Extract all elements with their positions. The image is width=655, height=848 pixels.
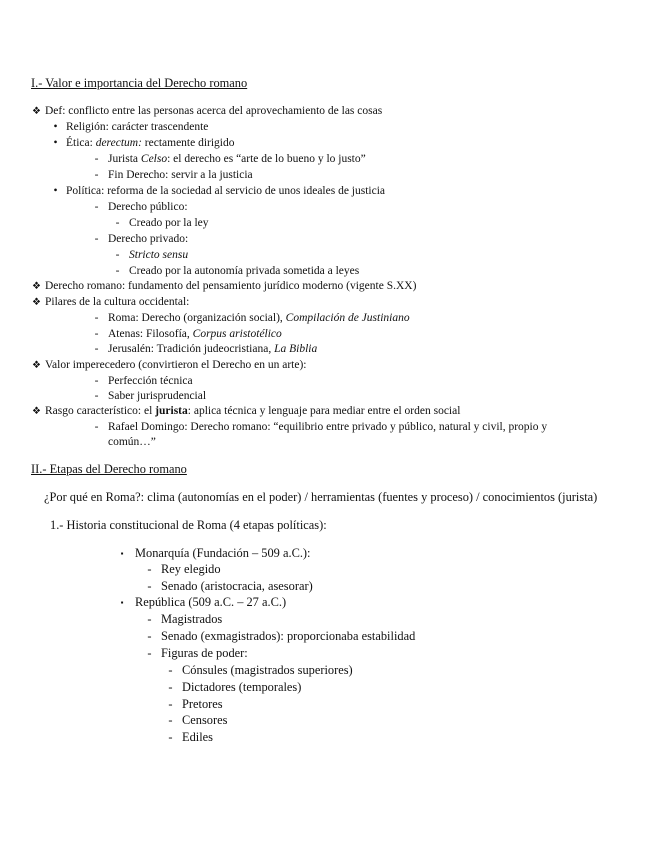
list-item: - Senado (aristocracia, asesorar) [145,579,313,593]
subsection-title: 1.- Historia constitucional de Roma (4 etapas políticas): [50,518,327,532]
dash-bullet-icon: - [147,579,152,593]
list-item: - Perfección técnica [92,374,193,388]
list-item: - Roma: Derecho (organización social), Compilación de Justiniano [92,311,410,325]
dash-bullet-icon: - [94,328,99,340]
diamond-bullet-icon: ❖ [32,360,41,371]
dash-bullet-icon: - [115,217,120,229]
list-item: ▪ Monarquía (Fundación – 509 a.C.): [118,546,311,561]
dash-bullet-icon: - [94,233,99,245]
list-item: ❖ Pilares de la cultura occidental: [32,296,190,308]
list-item: - Magistrados [145,612,222,626]
list-item: - Creado por la ley [113,216,209,230]
list-item: • Ética: derectum: rectamente dirigido [51,136,235,150]
dash-bullet-icon: - [147,612,152,626]
dash-bullet-icon: - [94,421,99,433]
list-item: - Derecho público: [92,200,188,214]
list-item: - Rey elegido [145,562,221,576]
list-item: - Stricto sensu [113,248,188,262]
list-item-continuation: común…” [108,436,156,448]
square-bullet-icon: ▪ [120,549,124,558]
diamond-bullet-icon: ❖ [32,281,41,292]
section-2-title: II.- Etapas del Derecho romano [31,462,187,476]
list-item: - Cónsules (magistrados superiores) [166,663,353,677]
dash-bullet-icon: - [94,343,99,355]
list-item: - Figuras de poder: [145,646,248,660]
list-item: - Jerusalén: Tradición judeocristiana, La Biblia [92,342,317,356]
dash-bullet-icon: - [168,697,173,711]
dash-bullet-icon: - [168,663,173,677]
list-item: ❖ Rasgo característico: el jurista: aplica técnica y lenguaje para mediar entre el orden social [32,405,461,417]
diamond-bullet-icon: ❖ [32,406,41,417]
list-item: - Rafael Domingo: Derecho romano: “equilibrio entre privado y público, natural y civil, propio y [92,420,547,434]
list-item: - Creado por la autonomía privada sometida a leyes [113,264,359,278]
list-item: - Dictadores (temporales) [166,680,301,694]
list-item: - Fin Derecho: servir a la justicia [92,168,253,182]
dash-bullet-icon: - [147,629,152,643]
dash-bullet-icon: - [168,730,173,744]
list-item: - Derecho privado: [92,232,188,246]
dash-bullet-icon: - [168,713,173,727]
dash-bullet-icon: - [94,201,99,213]
dot-bullet-icon: • [53,137,58,149]
list-item: - Ediles [166,730,213,744]
list-item: - Jurista Celso: el derecho es “arte de lo bueno y lo justo” [92,152,366,166]
list-item: ❖ Valor imperecedero (convirtieron el Derecho en un arte): [32,359,307,371]
list-item: - Atenas: Filosofía, Corpus aristotélico [92,327,282,341]
list-item: • Política: reforma de la sociedad al servicio de unos ideales de justicia [51,184,385,198]
list-item: - Saber jurisprudencial [92,389,206,403]
list-item: - Censores [166,713,227,727]
section-1-title: I.- Valor e importancia del Derecho romano [31,76,248,90]
dash-bullet-icon: - [94,169,99,181]
dash-bullet-icon: - [147,646,152,660]
dash-bullet-icon: - [115,249,120,261]
dash-bullet-icon: - [94,153,99,165]
dash-bullet-icon: - [115,265,120,277]
list-item: ▪ República (509 a.C. – 27 a.C.) [118,595,286,610]
diamond-bullet-icon: ❖ [32,106,41,117]
dash-bullet-icon: - [94,390,99,402]
dash-bullet-icon: - [94,312,99,324]
diamond-bullet-icon: ❖ [32,297,41,308]
list-item: ❖ Def: conflicto entre las personas acerca del aprovechamiento de las cosas [32,105,383,117]
dash-bullet-icon: - [147,562,152,576]
list-item: - Pretores [166,697,223,711]
dash-bullet-icon: - [168,680,173,694]
list-item: - Senado (exmagistrados): proporcionaba estabilidad [145,629,415,643]
dash-bullet-icon: - [94,375,99,387]
list-item: • Religión: carácter trascendente [51,120,208,134]
intro-question: ¿Por qué en Roma?: clima (autonomías en el poder) / herramientas (fuentes y proceso) / conocimientos (jurista) [44,490,598,504]
square-bullet-icon: ▪ [120,598,124,607]
dot-bullet-icon: • [53,121,58,133]
dot-bullet-icon: • [53,185,58,197]
list-item: ❖ Derecho romano: fundamento del pensamiento jurídico moderno (vigente S.XX) [32,280,417,292]
